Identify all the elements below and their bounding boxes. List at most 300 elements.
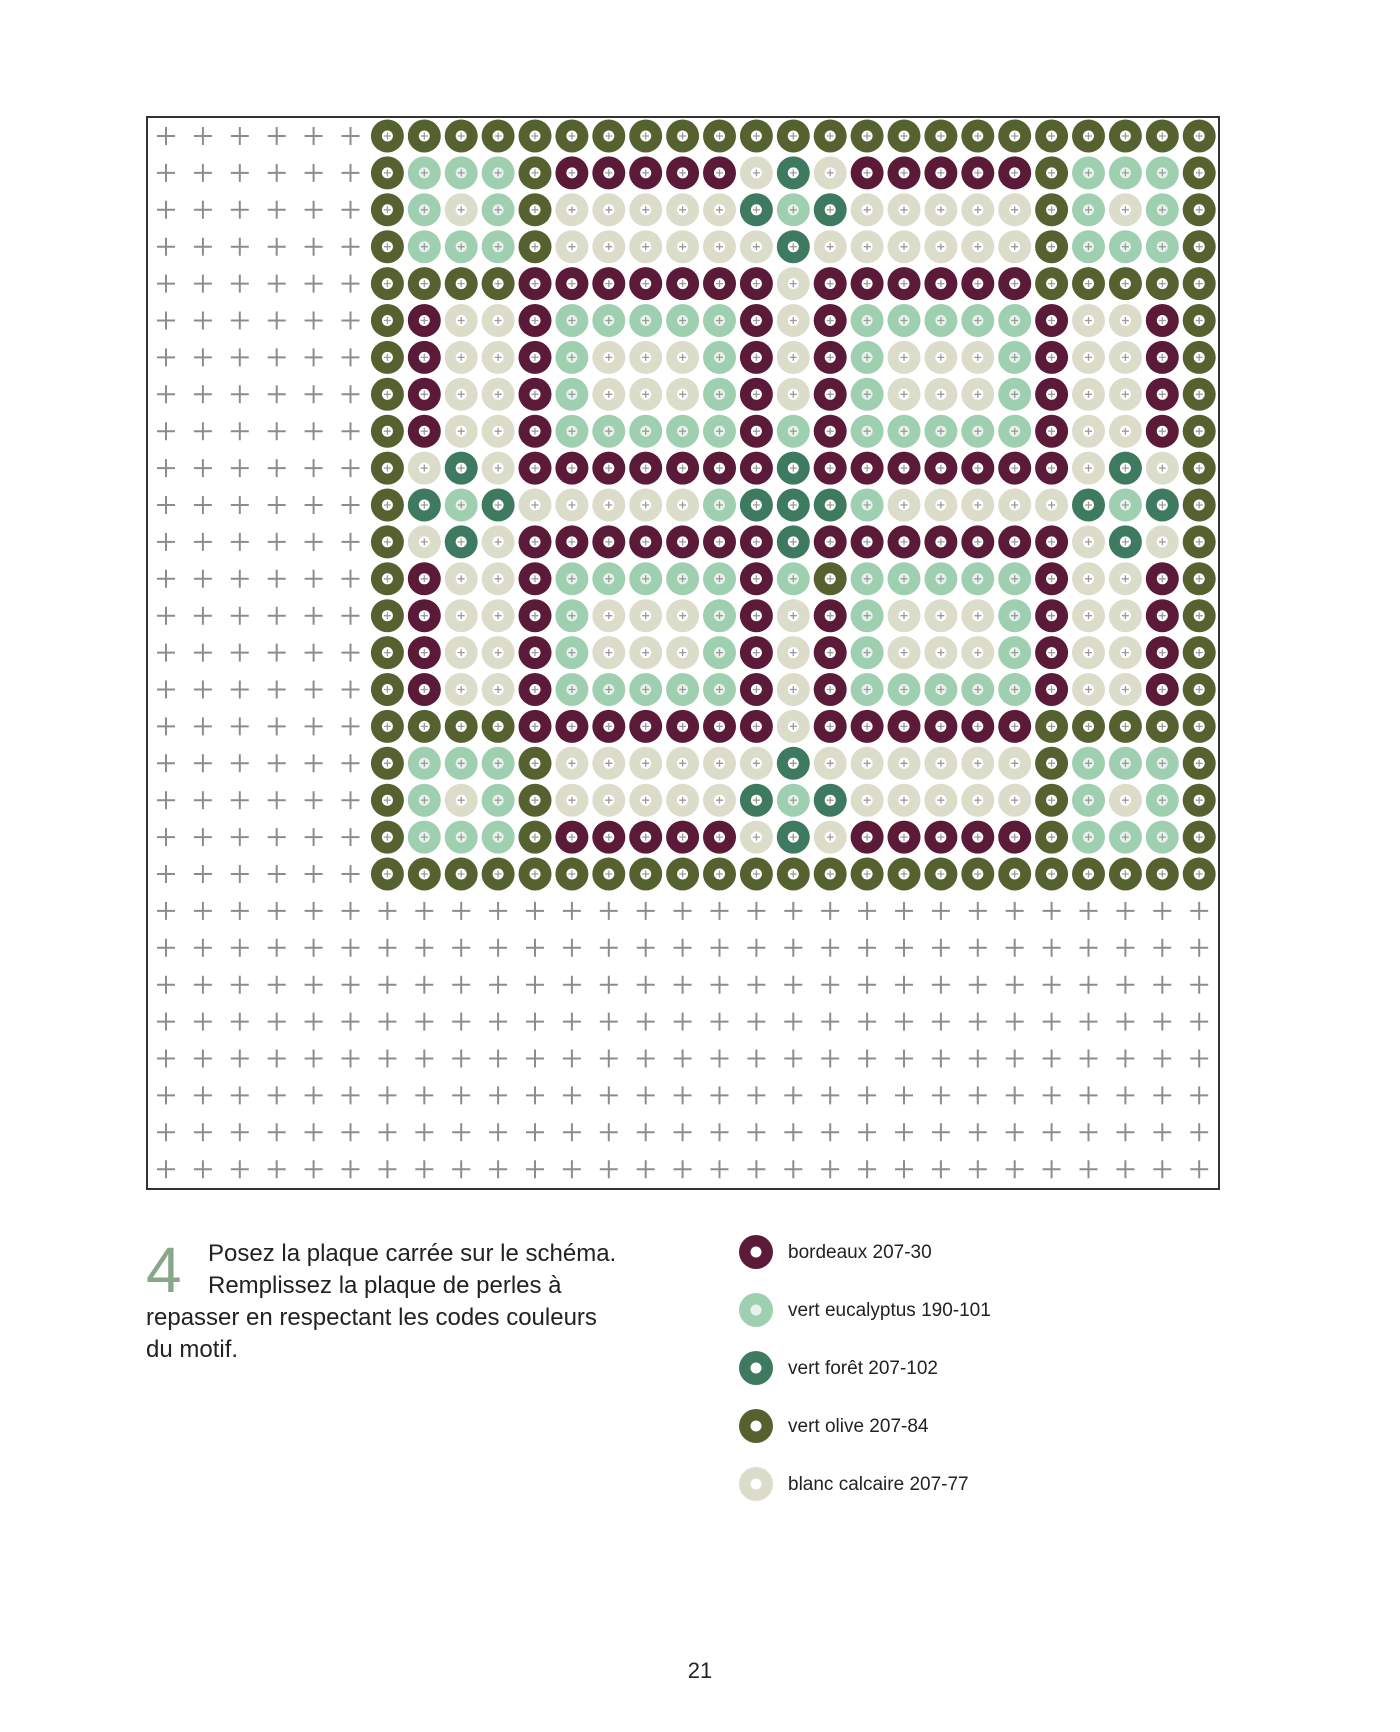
- bead: [888, 784, 921, 817]
- peg-marker: [1153, 1050, 1171, 1068]
- bead: [445, 304, 478, 337]
- bead: [666, 784, 699, 817]
- bead: [961, 341, 994, 374]
- peg-marker: [969, 939, 987, 957]
- bead: [408, 599, 441, 632]
- bead: [629, 636, 662, 669]
- peg-marker: [1080, 902, 1098, 920]
- bead-icon: [738, 1350, 774, 1386]
- peg-marker: [305, 754, 323, 772]
- peg-marker: [563, 976, 581, 994]
- bead: [814, 415, 847, 448]
- peg-marker: [674, 1013, 692, 1031]
- bead: [998, 858, 1031, 891]
- peg-marker: [342, 976, 360, 994]
- bead: [1183, 599, 1216, 632]
- peg-marker: [231, 496, 249, 514]
- bead: [888, 821, 921, 854]
- peg-marker: [1116, 1160, 1134, 1178]
- bead: [814, 230, 847, 263]
- peg-marker: [194, 791, 212, 809]
- bead: [1072, 562, 1105, 595]
- bead: [1183, 452, 1216, 485]
- peg-marker: [600, 1013, 618, 1031]
- peg-marker: [1006, 1086, 1024, 1104]
- bead: [814, 673, 847, 706]
- bead: [1183, 710, 1216, 743]
- bead: [740, 562, 773, 595]
- bead: [482, 378, 515, 411]
- bead: [408, 673, 441, 706]
- bead: [961, 858, 994, 891]
- bead: [408, 562, 441, 595]
- bead: [961, 452, 994, 485]
- peg-marker: [821, 939, 839, 957]
- peg-marker: [305, 644, 323, 662]
- peg-marker: [342, 348, 360, 366]
- bead: [408, 710, 441, 743]
- bead: [961, 267, 994, 300]
- peg-marker: [969, 902, 987, 920]
- bead: [703, 562, 736, 595]
- bead: [555, 230, 588, 263]
- peg-marker: [157, 902, 175, 920]
- peg-marker: [563, 1123, 581, 1141]
- peg-marker: [932, 1013, 950, 1031]
- peg-marker: [231, 1013, 249, 1031]
- peg-marker: [268, 238, 286, 256]
- peg-marker: [231, 717, 249, 735]
- bead: [1109, 562, 1142, 595]
- peg-marker: [268, 902, 286, 920]
- bead: [740, 304, 773, 337]
- bead: [703, 747, 736, 780]
- bead: [924, 267, 957, 300]
- peg-marker: [342, 1123, 360, 1141]
- bead: [961, 747, 994, 780]
- bead: [1109, 784, 1142, 817]
- bead: [1146, 267, 1179, 300]
- peg-marker: [711, 902, 729, 920]
- peg-marker: [231, 902, 249, 920]
- bead: [814, 821, 847, 854]
- page-number: 21: [687, 1658, 713, 1683]
- peg-marker: [268, 127, 286, 145]
- bead: [1109, 341, 1142, 374]
- bead: [445, 858, 478, 891]
- peg-marker: [784, 976, 802, 994]
- bead: [408, 267, 441, 300]
- bead: [1035, 452, 1068, 485]
- peg-marker: [1080, 1086, 1098, 1104]
- bead: [777, 120, 810, 153]
- peg-marker: [268, 717, 286, 735]
- bead: [814, 378, 847, 411]
- bead: [961, 710, 994, 743]
- peg-marker: [747, 976, 765, 994]
- bead: [482, 230, 515, 263]
- bead: [1146, 156, 1179, 189]
- bead: [519, 341, 552, 374]
- bead-pattern-grid: [146, 116, 1220, 1190]
- bead: [740, 673, 773, 706]
- peg-marker: [157, 275, 175, 293]
- bead: [1183, 156, 1216, 189]
- peg-marker: [637, 1123, 655, 1141]
- peg-marker: [452, 1160, 470, 1178]
- peg-marker: [526, 1160, 544, 1178]
- peg-marker: [268, 312, 286, 330]
- bead: [519, 636, 552, 669]
- bead-hole: [751, 1247, 762, 1258]
- peg-marker: [526, 1086, 544, 1104]
- bead: [371, 562, 404, 595]
- bead: [1109, 267, 1142, 300]
- peg-marker: [231, 385, 249, 403]
- peg-marker: [452, 1013, 470, 1031]
- bead: [777, 784, 810, 817]
- bead: [1183, 415, 1216, 448]
- bead: [445, 636, 478, 669]
- bead: [851, 562, 884, 595]
- bead: [519, 378, 552, 411]
- bead: [555, 562, 588, 595]
- peg-marker: [378, 1050, 396, 1068]
- peg-marker: [637, 1050, 655, 1068]
- peg-marker: [1116, 976, 1134, 994]
- bead: [1183, 562, 1216, 595]
- bead: [740, 378, 773, 411]
- peg-marker: [305, 570, 323, 588]
- bead: [851, 784, 884, 817]
- bead: [482, 341, 515, 374]
- peg-marker: [600, 976, 618, 994]
- bead: [629, 156, 662, 189]
- peg-marker: [157, 312, 175, 330]
- bead: [703, 784, 736, 817]
- peg-marker: [231, 1123, 249, 1141]
- peg-marker: [1080, 1050, 1098, 1068]
- bead: [445, 378, 478, 411]
- bead: [998, 156, 1031, 189]
- peg-marker: [157, 644, 175, 662]
- bead: [1146, 858, 1179, 891]
- peg-marker: [194, 348, 212, 366]
- peg-marker: [305, 238, 323, 256]
- bead: [998, 120, 1031, 153]
- bead: [1035, 267, 1068, 300]
- peg-marker: [305, 902, 323, 920]
- peg-marker: [711, 939, 729, 957]
- peg-marker: [1043, 1086, 1061, 1104]
- peg-marker: [342, 570, 360, 588]
- bead: [555, 341, 588, 374]
- bead: [408, 858, 441, 891]
- bead: [1109, 525, 1142, 558]
- peg-marker: [268, 865, 286, 883]
- bead: [777, 230, 810, 263]
- bead: [371, 120, 404, 153]
- peg-marker: [305, 939, 323, 957]
- peg-marker: [342, 127, 360, 145]
- peg-marker: [231, 1086, 249, 1104]
- bead: [1146, 415, 1179, 448]
- bead: [445, 415, 478, 448]
- peg-marker: [305, 1160, 323, 1178]
- peg-marker: [1190, 1086, 1208, 1104]
- bead: [961, 636, 994, 669]
- peg-marker: [674, 1123, 692, 1141]
- bead: [555, 710, 588, 743]
- bead: [482, 452, 515, 485]
- bead: [1146, 784, 1179, 817]
- peg-marker: [378, 1086, 396, 1104]
- bead: [1109, 747, 1142, 780]
- legend-item-eucalyptus: [738, 1292, 1198, 1350]
- peg-marker: [157, 791, 175, 809]
- peg-marker: [231, 201, 249, 219]
- bead: [1109, 636, 1142, 669]
- peg-marker: [268, 348, 286, 366]
- bead: [851, 452, 884, 485]
- bead: [998, 562, 1031, 595]
- peg-marker: [563, 902, 581, 920]
- peg-marker: [268, 681, 286, 699]
- bead: [519, 452, 552, 485]
- peg-marker: [231, 164, 249, 182]
- bead: [519, 230, 552, 263]
- bead: [592, 230, 625, 263]
- bead: [629, 304, 662, 337]
- bead: [740, 120, 773, 153]
- bead: [888, 230, 921, 263]
- bead: [592, 747, 625, 780]
- bead: [629, 710, 662, 743]
- bead: [998, 304, 1031, 337]
- bead: [740, 230, 773, 263]
- bead: [371, 673, 404, 706]
- peg-marker: [231, 1050, 249, 1068]
- bead: [777, 710, 810, 743]
- peg-marker: [452, 1050, 470, 1068]
- bead: [924, 193, 957, 226]
- bead: [1035, 341, 1068, 374]
- peg-marker: [157, 976, 175, 994]
- bead: [888, 489, 921, 522]
- bead: [482, 489, 515, 522]
- peg-marker: [415, 902, 433, 920]
- bead: [924, 120, 957, 153]
- peg-marker: [747, 1086, 765, 1104]
- bead: [740, 525, 773, 558]
- bead: [851, 673, 884, 706]
- peg-marker: [563, 1013, 581, 1031]
- bead: [629, 341, 662, 374]
- peg-marker: [194, 1160, 212, 1178]
- bead: [519, 673, 552, 706]
- bead: [777, 858, 810, 891]
- peg-marker: [1153, 1160, 1171, 1178]
- peg-marker: [932, 1160, 950, 1178]
- peg-marker: [489, 1123, 507, 1141]
- bead: [666, 821, 699, 854]
- peg-marker: [637, 939, 655, 957]
- bead: [519, 415, 552, 448]
- bead: [1035, 784, 1068, 817]
- bead: [1146, 489, 1179, 522]
- peg-marker: [342, 1086, 360, 1104]
- bead: [666, 858, 699, 891]
- bead: [777, 415, 810, 448]
- bead: [629, 858, 662, 891]
- step-number: 4: [146, 1234, 182, 1306]
- bead: [408, 784, 441, 817]
- bead: [666, 341, 699, 374]
- peg-marker: [194, 385, 212, 403]
- peg-marker: [821, 1086, 839, 1104]
- bead: [1183, 267, 1216, 300]
- peg-marker: [378, 902, 396, 920]
- peg-marker: [231, 939, 249, 957]
- peg-marker: [821, 1050, 839, 1068]
- bead: [814, 562, 847, 595]
- bead: [1146, 599, 1179, 632]
- bead: [1035, 673, 1068, 706]
- peg-marker: [1153, 1013, 1171, 1031]
- bead: [629, 193, 662, 226]
- peg-marker: [1116, 1050, 1134, 1068]
- peg-marker: [305, 1123, 323, 1141]
- peg-marker: [268, 1050, 286, 1068]
- bead: [777, 156, 810, 189]
- bead: [629, 747, 662, 780]
- peg-marker: [157, 1050, 175, 1068]
- peg-marker: [305, 201, 323, 219]
- peg-marker: [415, 1013, 433, 1031]
- bead: [888, 525, 921, 558]
- bead: [592, 415, 625, 448]
- bead: [851, 489, 884, 522]
- bead: [666, 673, 699, 706]
- peg-marker: [452, 902, 470, 920]
- bead: [555, 673, 588, 706]
- bead: [445, 747, 478, 780]
- peg-marker: [637, 1160, 655, 1178]
- bead: [519, 267, 552, 300]
- bead: [555, 378, 588, 411]
- bead: [519, 784, 552, 817]
- bead: [924, 599, 957, 632]
- peg-marker: [268, 939, 286, 957]
- bead: [851, 821, 884, 854]
- peg-marker: [268, 607, 286, 625]
- bead: [998, 821, 1031, 854]
- bead: [924, 710, 957, 743]
- bead: [998, 747, 1031, 780]
- bead: [851, 858, 884, 891]
- peg-marker: [415, 1086, 433, 1104]
- peg-marker: [194, 275, 212, 293]
- bead: [519, 525, 552, 558]
- peg-marker: [342, 681, 360, 699]
- bead: [371, 599, 404, 632]
- peg-marker: [157, 459, 175, 477]
- peg-marker: [194, 1050, 212, 1068]
- peg-marker: [231, 275, 249, 293]
- bead: [961, 784, 994, 817]
- bead-icon: [738, 1408, 774, 1444]
- peg-marker: [194, 127, 212, 145]
- peg-marker: [157, 1013, 175, 1031]
- peg-marker: [231, 570, 249, 588]
- bead: [1146, 378, 1179, 411]
- peg-marker: [157, 201, 175, 219]
- peg-marker: [157, 865, 175, 883]
- bead: [1146, 452, 1179, 485]
- peg-marker: [305, 459, 323, 477]
- bead: [1146, 562, 1179, 595]
- peg-marker: [342, 422, 360, 440]
- peg-marker: [1190, 1050, 1208, 1068]
- bead: [629, 452, 662, 485]
- peg-marker: [231, 791, 249, 809]
- bead: [888, 710, 921, 743]
- bead: [888, 747, 921, 780]
- peg-marker: [157, 533, 175, 551]
- bead: [1072, 378, 1105, 411]
- peg-marker: [1116, 939, 1134, 957]
- bead: [629, 599, 662, 632]
- bead: [629, 267, 662, 300]
- bead: [961, 489, 994, 522]
- bead: [1035, 747, 1068, 780]
- bead: [629, 120, 662, 153]
- peg-marker: [378, 1123, 396, 1141]
- step-instructions: [146, 1234, 666, 1366]
- peg-marker: [305, 385, 323, 403]
- bead: [519, 858, 552, 891]
- bead: [961, 156, 994, 189]
- bead: [1035, 599, 1068, 632]
- bead: [371, 341, 404, 374]
- bead: [851, 415, 884, 448]
- bead: [1072, 156, 1105, 189]
- peg-marker: [305, 607, 323, 625]
- peg-marker: [932, 939, 950, 957]
- bead: [703, 821, 736, 854]
- bead: [851, 120, 884, 153]
- peg-marker: [526, 1050, 544, 1068]
- bead: [445, 193, 478, 226]
- bead: [371, 636, 404, 669]
- bead: [777, 525, 810, 558]
- bead: [519, 304, 552, 337]
- bead: [703, 267, 736, 300]
- bead: [408, 415, 441, 448]
- peg-marker: [231, 422, 249, 440]
- peg-marker: [1080, 1160, 1098, 1178]
- bead: [592, 378, 625, 411]
- bead: [555, 747, 588, 780]
- step-line-3: repasser en respectant les codes couleurs: [146, 1304, 597, 1331]
- bead: [888, 452, 921, 485]
- bead: [961, 193, 994, 226]
- peg-marker: [489, 1086, 507, 1104]
- bead: [703, 636, 736, 669]
- peg-marker: [378, 1160, 396, 1178]
- peg-marker: [600, 1086, 618, 1104]
- peg-marker: [1043, 902, 1061, 920]
